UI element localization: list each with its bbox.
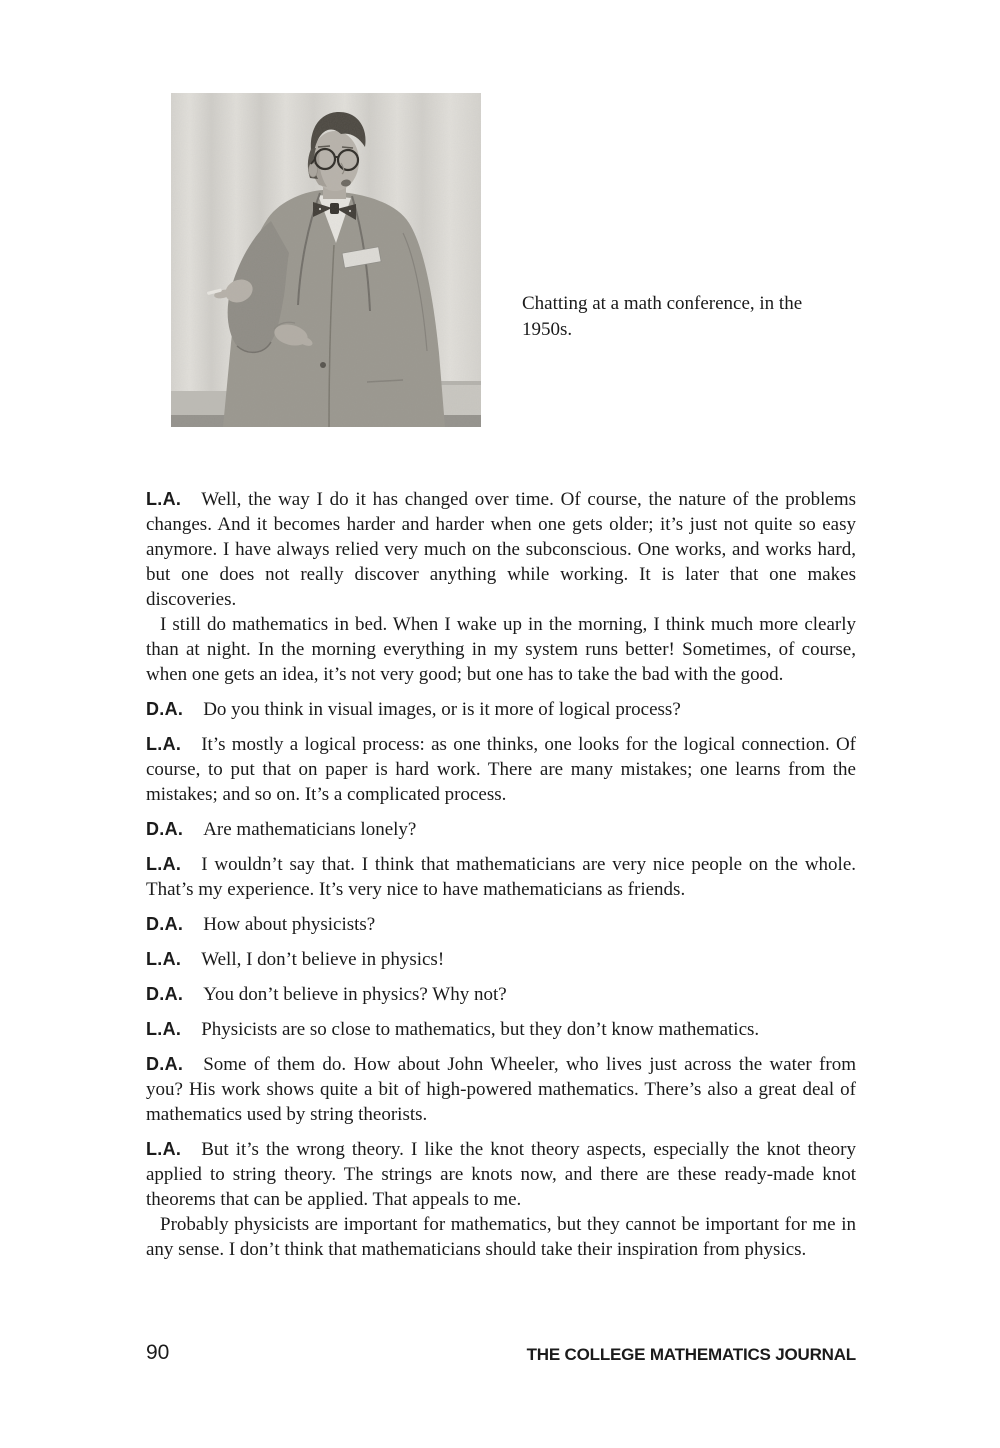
- dialogue-text: Probably physicists are important for mathematics, but they cannot be important for me in any sense. I don’t think that mathematicians should take their inspiration from physics.: [146, 1214, 856, 1260]
- dialogue-text: Physicists are so close to mathematics, but they don’t know mathematics.: [201, 1019, 760, 1040]
- photo-caption-line: Chatting at a math conference, in the: [522, 293, 803, 314]
- dialogue-paragraph: [146, 487, 856, 612]
- dialogue-paragraph: [146, 732, 856, 807]
- speaker-label: L.A.: [146, 1019, 182, 1039]
- speaker-label: L.A.: [146, 734, 182, 754]
- speaker-label: L.A.: [146, 489, 182, 509]
- dialogue-text: I wouldn’t say that. I think that mathematicians are very nice people on the whole. That’s my experience. It’s very nice to have mathematicians as friends.: [146, 854, 856, 900]
- dialogue-paragraph: [146, 982, 856, 1007]
- speaker-label: D.A.: [146, 819, 184, 839]
- dialogue-paragraph: [146, 1137, 856, 1212]
- dialogue-paragraph: [146, 817, 856, 842]
- interview-body: [146, 487, 856, 1262]
- speaker-label: L.A.: [146, 1139, 182, 1159]
- dialogue-text: Well, the way I do it has changed over time. Of course, the nature of the problems changes. And it becomes harder and harder when one gets older; it’s just not quite so easy anymore. I have always relied very much on the subconscious. One works, and works hard, but one does not really discover anything while working. It is later that one makes discoveries.: [146, 489, 856, 610]
- dialogue-paragraph: [146, 1212, 856, 1262]
- journal-title: THE COLLEGE MATHEMATICS JOURNAL: [526, 1345, 856, 1364]
- speaker-label: D.A.: [146, 914, 184, 934]
- conference-photo-illustration: [171, 93, 481, 427]
- speaker-label: L.A.: [146, 854, 182, 874]
- dialogue-paragraph: [146, 912, 856, 937]
- dialogue-paragraph: [146, 947, 856, 972]
- page-number: 90: [146, 1341, 170, 1364]
- speaker-label: D.A.: [146, 699, 184, 719]
- conference-photo: [171, 93, 481, 427]
- dialogue-paragraph: [146, 1052, 856, 1127]
- speaker-label: D.A.: [146, 1054, 184, 1074]
- speaker-label: D.A.: [146, 984, 184, 1004]
- dialogue-text: You don’t believe in physics? Why not?: [203, 984, 507, 1005]
- dialogue-text: It’s mostly a logical process: as one thinks, one looks for the logical connection. Of course, to put that on paper is hard work. There are many mistakes; one learns from the mistakes; and so on. It’s a complicated process.: [146, 734, 856, 805]
- grain-overlay: [171, 93, 481, 427]
- dialogue-paragraph: [146, 697, 856, 722]
- dialogue-paragraph: [146, 612, 856, 687]
- dialogue-text: Some of them do. How about John Wheeler, who lives just across the water from you? His work shows quite a bit of high-powered mathematics. There’s also a great deal of mathematics used by string theorists.: [146, 1054, 856, 1125]
- speaker-label: L.A.: [146, 949, 182, 969]
- dialogue-text: Well, I don’t believe in physics!: [201, 949, 445, 970]
- dialogue-text: Are mathematicians lonely?: [203, 819, 417, 840]
- dialogue-paragraph: [146, 1017, 856, 1042]
- photo-caption: [522, 291, 842, 343]
- dialogue-paragraph: [146, 852, 856, 902]
- photo-caption-line: 1950s.: [522, 319, 573, 340]
- dialogue-text: How about physicists?: [203, 914, 376, 935]
- dialogue-text: I still do mathematics in bed. When I wake up in the morning, I think much more clearly than at night. In the morning everything in my system runs better! Sometimes, of course, when one gets an idea, it’s not very good; but one has to take the bad with the good.: [146, 614, 856, 685]
- dialogue-text: But it’s the wrong theory. I like the knot theory aspects, especially the knot theory applied to string theory. The strings are knots now, and there are these ready-made knot theorems that can be applied. That appeals to me.: [146, 1139, 856, 1210]
- dialogue-text: Do you think in visual images, or is it more of logical process?: [203, 699, 681, 720]
